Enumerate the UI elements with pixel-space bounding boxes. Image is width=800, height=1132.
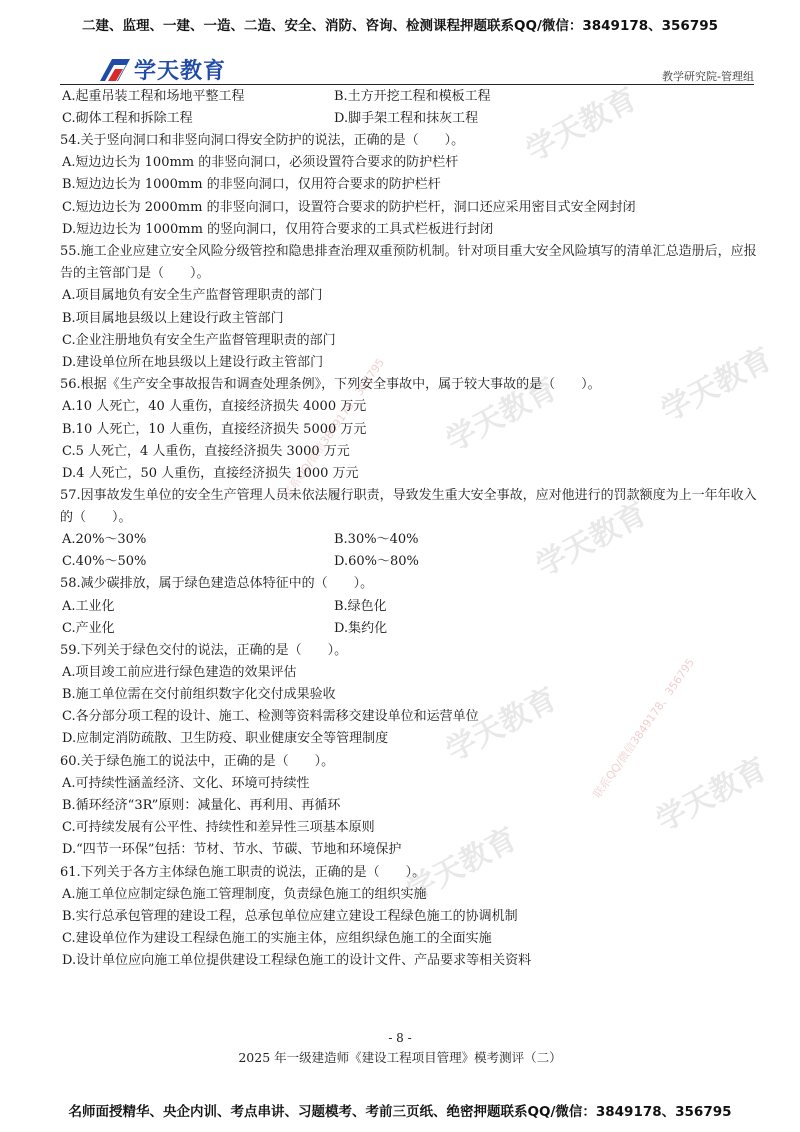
option-text: B.循环经济“3R”原则：减量化、再利用、再循环 [62, 798, 341, 814]
option-text: D.集约化 [334, 620, 388, 636]
watermark: 学天教育 [440, 371, 563, 459]
question-stem: 61.下列关于各方主体绿色施工职责的说法，正确的是（ ）。 [60, 864, 426, 880]
option-text: B.项目属地县级以上建设行政主管部门 [62, 310, 284, 326]
option-text: A.可持续性涵盖经济、文化、环境可持续性 [62, 775, 310, 791]
logo-mark-icon [96, 55, 132, 83]
option-text: B.施工单位需在交付前组织数字化交付成果验收 [62, 687, 336, 703]
option-text: C.短边边长为 2000mm 的非竖向洞口，设置符合要求的防护栏杆，洞口还应采用密目式安全网封闭 [62, 199, 636, 215]
option-text: B.10 人死亡，10 人重伤，直接经济损失 5000 万元 [62, 421, 367, 437]
option-text: A.施工单位应制定绿色施工管理制度，负责绿色施工的组织实施 [62, 886, 427, 902]
watermark: 学天教育 [530, 496, 653, 584]
option-text: A.短边边长为 100mm 的非竖向洞口，必须设置符合要求的防护栏杆 [62, 155, 459, 171]
watermark: 学天教育 [400, 821, 523, 909]
option-text: D.4 人死亡，50 人重伤，直接经济损失 1000 万元 [62, 465, 359, 481]
option-row [60, 86, 760, 108]
question-stem: 57.因事故发生单位的安全生产管理人员未依法履行职责，导致发生重大安全事故，应对他进行的罚款额度为上一年年收入的（ ）。 [60, 488, 757, 526]
option-text: C.5 人死亡，4 人重伤，直接经济损失 3000 万元 [62, 443, 350, 459]
watermark: 学天教育 [440, 681, 563, 769]
top-banner: 二建、监理、一建、一造、二造、安全、消防、咨询、检测课程押题联系QQ/微信：3849178、356795 [82, 18, 718, 34]
option-text: C.可持续发展有公平性、持续性和差异性三项基本原则 [62, 820, 375, 836]
option-text: C.各分部分项工程的设计、施工、检测等资料需移交建设单位和运营单位 [62, 709, 479, 725]
option-text: B.30%～40% [334, 532, 419, 548]
option-text: B.绿色化 [334, 598, 387, 614]
watermark-contact: 联系QQ/微信3849178、356795 [590, 656, 698, 801]
option-text: D.短边边长为 1000mm 的竖向洞口，仅用符合要求的工具式栏板进行封闭 [62, 221, 494, 237]
header-divider [60, 84, 754, 85]
option-row [60, 551, 760, 573]
option-text: A.项目属地负有安全生产监督管理职责的部门 [62, 288, 323, 304]
department-label: 教学研究院-管理组 [662, 70, 754, 83]
page-number: - 8 - [388, 1031, 412, 1045]
option-text: D.脚手架工程和抹灰工程 [334, 111, 479, 126]
question-stem: 58.减少碳排放，属于绿色建造总体特征中的（ ）。 [60, 576, 374, 592]
question-stem: 54.关于竖向洞口和非竖向洞口得安全防护的说法，正确的是（ ）。 [60, 133, 465, 148]
option-text: A.工业化 [62, 598, 115, 614]
option-text: B.实行总承包管理的建设工程，总承包单位应建立建设工程绿色施工的协调机制 [62, 908, 518, 924]
option-text: D.设计单位应向施工单位提供建设工程绿色施工的设计文件、产品要求等相关资料 [62, 953, 532, 969]
option-text: D.应制定消防疏散、卫生防疫、职业健康安全等管理制度 [62, 731, 389, 747]
option-text: D.建设单位所在地县级以上建设行政主管部门 [62, 354, 324, 370]
option-text: D.60%～80% [334, 554, 419, 570]
option-text: A.项目竣工前应进行绿色建造的效果评估 [62, 664, 297, 680]
question-stem: 55.施工企业应建立安全风险分级管控和隐患排查治理双重预防机制。针对项目重大安全风险填写的清单汇总造册后，应报告的主管部门是（ ）。 [60, 243, 757, 282]
logo-text: 学天教育 [134, 58, 227, 84]
watermark: 学天教育 [520, 81, 643, 169]
footer-title: 2025 年一级建造师《建设工程项目管理》模考测评（二） [238, 1050, 562, 1065]
question-stem: 59.下列关于绿色交付的说法，正确的是（ ）。 [60, 642, 348, 658]
watermark: 学天教育 [650, 751, 773, 839]
bottom-banner: 名师面授精华、央企内训、考点串讲、习题模考、考前三页纸、绝密押题联系QQ/微信：3849178、356795 [68, 1104, 732, 1120]
option-row [60, 618, 760, 640]
logo [96, 52, 226, 86]
option-text: A.起重吊装工程和场地平整工程 [62, 89, 245, 104]
option-row [60, 108, 760, 130]
option-text: C.砌体工程和拆除工程 [62, 111, 193, 126]
watermark: 学天教育 [655, 341, 778, 429]
question-content [60, 86, 760, 973]
question-stem: 56.根据《生产安全事故报告和调查处理条例》，下列安全事故中，属于较大事故的是（ ）。 [60, 377, 601, 393]
option-row [60, 596, 760, 618]
option-text: C.企业注册地负有安全生产监督管理职责的部门 [62, 332, 336, 348]
question-stem: 60.关于绿色施工的说法中，正确的是（ ）。 [60, 753, 335, 769]
option-row [60, 529, 760, 551]
option-text: A.10 人死亡，40 人重伤，直接经济损失 4000 万元 [62, 399, 367, 415]
watermark-contact: 联系QQ/微信3849178、356795 [280, 356, 388, 501]
option-text: D.“四节一环保”包括：节材、节水、节碳、节地和环境保护 [62, 842, 402, 858]
option-text: B.短边边长为 1000mm 的非竖向洞口，仅用符合要求的防护栏杆 [62, 177, 441, 193]
option-text: C.建设单位作为建设工程绿色施工的实施主体，应组织绿色施工的全面实施 [62, 931, 492, 947]
option-text: C.产业化 [62, 620, 115, 636]
option-text: C.40%～50% [62, 554, 147, 570]
option-text: B.土方开挖工程和模板工程 [334, 89, 491, 104]
option-text: A.20%～30% [62, 532, 147, 548]
